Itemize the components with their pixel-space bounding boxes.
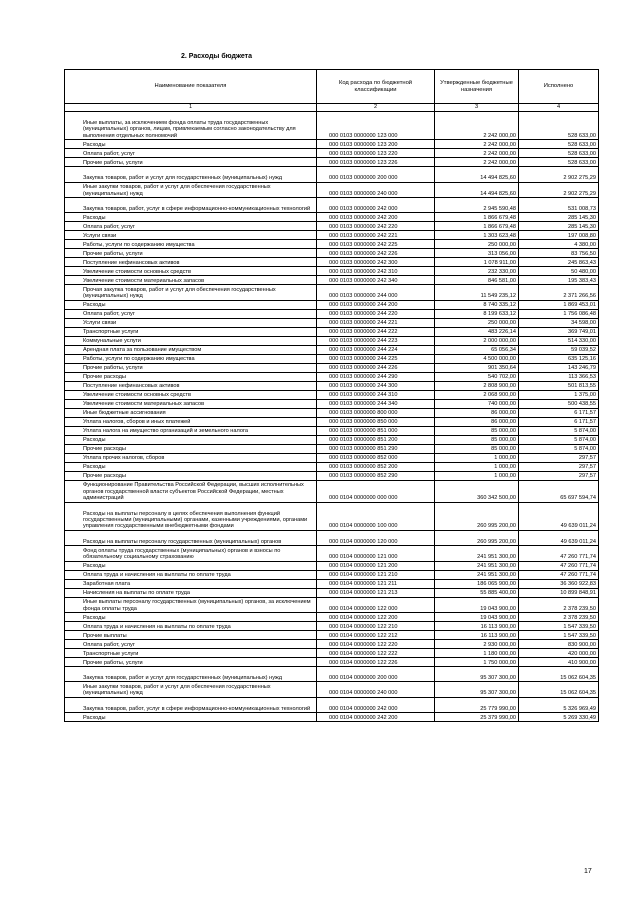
row-name: Функционирование Правительства Российской Федерации, высших исполнительных органов государственной власти субъектов Российской Федерации, местных администраций	[65, 480, 317, 502]
row-code: 000 0104 0000000 121 210	[317, 570, 435, 579]
row-code: 000 0103 0000000 242 300	[317, 258, 435, 267]
table-row	[65, 502, 599, 530]
table-row	[65, 417, 599, 426]
row-code: 000 0103 0000000 123 000	[317, 112, 435, 140]
row-code: 000 0103 0000000 852 290	[317, 471, 435, 480]
row-approved: 85 000,00	[435, 435, 519, 444]
table-row	[65, 381, 599, 390]
row-executed: 528 633,00	[519, 158, 599, 167]
row-executed: 297,57	[519, 462, 599, 471]
row-name: Расходы на выплаты персоналу в целях обеспечения выполнения функций государственными (муниципальными) органами, казенными учреждениями, органами управления государственными внебюджетными фондами	[65, 502, 317, 530]
row-executed: 47 260 771,74	[519, 561, 599, 570]
row-executed: 36 360 922,83	[519, 579, 599, 588]
row-name: Закупка товаров, работ, услуг в сфере информационно-коммуникационных технологий	[65, 197, 317, 212]
row-approved: 1 078 911,00	[435, 258, 519, 267]
section-title: 2. Расходы бюджета	[181, 53, 252, 60]
column-number: 1	[65, 104, 317, 112]
row-name: Расходы	[65, 435, 317, 444]
row-executed: 1 869 453,01	[519, 300, 599, 309]
row-code: 000 0103 0000000 244 290	[317, 372, 435, 381]
row-code: 000 0103 0000000 244 223	[317, 336, 435, 345]
table-row	[65, 453, 599, 462]
row-name: Оплата работ, услуг	[65, 149, 317, 158]
row-approved: 8 199 633,12	[435, 309, 519, 318]
row-approved: 95 307 300,00	[435, 666, 519, 681]
row-approved: 25 779 990,00	[435, 697, 519, 712]
row-approved: 2 945 590,48	[435, 197, 519, 212]
row-executed: 1 547 339,50	[519, 621, 599, 630]
table-row	[65, 597, 599, 612]
row-approved: 360 342 500,00	[435, 480, 519, 502]
header-expense-code: Код расхода по бюджетной классификации	[317, 70, 435, 104]
row-approved: 11 549 235,12	[435, 285, 519, 300]
row-name: Иные бюджетные ассигнования	[65, 408, 317, 417]
row-name: Иные закупки товаров, работ и услуг для обеспечения государственных (муниципальных) нужд	[65, 682, 317, 697]
row-executed: 83 756,50	[519, 249, 599, 258]
row-approved: 740 000,00	[435, 399, 519, 408]
row-code: 000 0103 0000000 244 221	[317, 318, 435, 327]
row-executed: 369 749,01	[519, 327, 599, 336]
row-approved: 540 702,00	[435, 372, 519, 381]
table-row	[65, 462, 599, 471]
row-approved: 250 000,00	[435, 240, 519, 249]
table-row	[65, 345, 599, 354]
row-executed: 285 145,30	[519, 222, 599, 231]
row-executed: 635 125,16	[519, 354, 599, 363]
table-row	[65, 390, 599, 399]
table-row	[65, 372, 599, 381]
table-row	[65, 309, 599, 318]
row-approved: 232 330,00	[435, 267, 519, 276]
row-name: Поступление нефинансовых активов	[65, 381, 317, 390]
row-code: 000 0103 0000000 200 000	[317, 167, 435, 182]
table-row	[65, 630, 599, 639]
row-code: 000 0103 0000000 244 222	[317, 327, 435, 336]
row-code: 000 0104 0000000 121 200	[317, 561, 435, 570]
row-name: Закупка товаров, работ и услуг для государственных (муниципальных) нужд	[65, 666, 317, 681]
table-row	[65, 258, 599, 267]
table-row	[65, 480, 599, 502]
row-code: 000 0103 0000000 244 000	[317, 285, 435, 300]
row-code: 000 0104 0000000 122 220	[317, 639, 435, 648]
table-row	[65, 249, 599, 258]
row-executed: 528 633,00	[519, 149, 599, 158]
column-number: 3	[435, 104, 519, 112]
row-name: Транспортные услуги	[65, 648, 317, 657]
row-name: Начисления на выплаты по оплате труда	[65, 588, 317, 597]
row-approved: 2 242 000,00	[435, 112, 519, 140]
row-approved: 313 056,00	[435, 249, 519, 258]
row-name: Увеличение стоимости основных средств	[65, 390, 317, 399]
row-executed: 528 633,00	[519, 140, 599, 149]
row-approved: 1 750 000,00	[435, 657, 519, 666]
row-executed: 49 639 011,24	[519, 530, 599, 545]
row-approved: 2 000 000,00	[435, 336, 519, 345]
row-executed: 5 874,00	[519, 435, 599, 444]
table-row	[65, 167, 599, 182]
row-approved: 241 951 300,00	[435, 570, 519, 579]
row-name: Закупка товаров, работ и услуг для государственных (муниципальных) нужд	[65, 167, 317, 182]
row-code: 000 0103 0000000 242 310	[317, 267, 435, 276]
row-code: 000 0103 0000000 244 340	[317, 399, 435, 408]
row-name: Заработная плата	[65, 579, 317, 588]
row-code: 000 0103 0000000 244 220	[317, 309, 435, 318]
row-executed: 50 480,00	[519, 267, 599, 276]
budget-expenses-table	[64, 69, 599, 722]
row-executed: 5 874,00	[519, 444, 599, 453]
row-name: Транспортные услуги	[65, 327, 317, 336]
row-code: 000 0103 0000000 240 000	[317, 182, 435, 197]
row-name: Расходы на выплаты персоналу государственных (муниципальных) органов	[65, 530, 317, 545]
row-code: 000 0103 0000000 123 200	[317, 140, 435, 149]
row-name: Уплата налогов, сборов и иных платежей	[65, 417, 317, 426]
row-approved: 260 995 200,00	[435, 502, 519, 530]
table-row	[65, 399, 599, 408]
row-executed: 5 326 969,49	[519, 697, 599, 712]
row-name: Иные закупки товаров, работ и услуг для обеспечения государственных (муниципальных) нужд	[65, 182, 317, 197]
row-executed: 1 547 339,50	[519, 630, 599, 639]
row-code: 000 0103 0000000 800 000	[317, 408, 435, 417]
row-approved: 85 000,00	[435, 426, 519, 435]
row-approved: 1 180 000,00	[435, 648, 519, 657]
row-approved: 16 113 900,00	[435, 630, 519, 639]
header-executed: Исполнено	[519, 70, 599, 104]
column-number: 2	[317, 104, 435, 112]
row-code: 000 0103 0000000 850 000	[317, 417, 435, 426]
row-executed: 34 598,00	[519, 318, 599, 327]
table-row	[65, 682, 599, 697]
table-row	[65, 546, 599, 561]
header-approved: Утвержденные бюджетные назначения	[435, 70, 519, 104]
table-row	[65, 639, 599, 648]
row-name: Увеличение стоимости материальных запасов	[65, 399, 317, 408]
row-code: 000 0103 0000000 244 224	[317, 345, 435, 354]
row-name: Прочие работы, услуги	[65, 657, 317, 666]
row-executed: 297,57	[519, 471, 599, 480]
table-row	[65, 285, 599, 300]
row-code: 000 0104 0000000 242 200	[317, 713, 435, 722]
row-executed: 49 639 011,24	[519, 502, 599, 530]
table-header-row	[65, 70, 599, 104]
row-code: 000 0103 0000000 244 310	[317, 390, 435, 399]
row-executed: 245 863,43	[519, 258, 599, 267]
row-code: 000 0103 0000000 852 200	[317, 462, 435, 471]
row-executed: 15 062 604,35	[519, 666, 599, 681]
row-approved: 1 866 679,48	[435, 213, 519, 222]
row-executed: 2 378 239,50	[519, 597, 599, 612]
row-code: 000 0104 0000000 121 213	[317, 588, 435, 597]
row-code: 000 0104 0000000 240 000	[317, 682, 435, 697]
row-code: 000 0104 0000000 122 226	[317, 657, 435, 666]
row-name: Прочие расходы	[65, 471, 317, 480]
row-name: Иные выплаты персоналу государственных (муниципальных) органов, за исключением фонда оплаты труда	[65, 597, 317, 612]
table-row	[65, 561, 599, 570]
table-row	[65, 426, 599, 435]
row-approved: 846 581,00	[435, 276, 519, 285]
row-code: 000 0103 0000000 851 200	[317, 435, 435, 444]
row-name: Расходы	[65, 140, 317, 149]
row-name: Увеличение стоимости основных средств	[65, 267, 317, 276]
row-executed: 197 008,80	[519, 231, 599, 240]
table-row	[65, 112, 599, 140]
row-executed: 297,57	[519, 453, 599, 462]
row-code: 000 0104 0000000 000 000	[317, 480, 435, 502]
row-code: 000 0103 0000000 244 226	[317, 363, 435, 372]
row-code: 000 0103 0000000 123 226	[317, 158, 435, 167]
row-name: Арендная плата за пользование имуществом	[65, 345, 317, 354]
header-indicator-name: Наименование показателя	[65, 70, 317, 104]
row-name: Расходы	[65, 462, 317, 471]
row-code: 000 0103 0000000 242 221	[317, 231, 435, 240]
row-approved: 65 056,34	[435, 345, 519, 354]
row-approved: 14 494 825,60	[435, 182, 519, 197]
row-executed: 4 380,00	[519, 240, 599, 249]
row-executed: 5 269 330,49	[519, 713, 599, 722]
row-name: Расходы	[65, 612, 317, 621]
row-name: Коммунальные услуги	[65, 336, 317, 345]
row-code: 000 0103 0000000 244 300	[317, 381, 435, 390]
table-row	[65, 471, 599, 480]
row-executed: 2 902 275,29	[519, 167, 599, 182]
row-code: 000 0103 0000000 242 225	[317, 240, 435, 249]
row-code: 000 0104 0000000 200 000	[317, 666, 435, 681]
row-executed: 6 171,57	[519, 417, 599, 426]
row-name: Иные выплаты, за исключением фонда оплаты труда государственных (муниципальных) органов, лицам, привлекаемым согласно законодательству для выполнения отдельных полномочий	[65, 112, 317, 140]
table-row	[65, 276, 599, 285]
row-executed: 5 874,00	[519, 426, 599, 435]
row-approved: 241 951 300,00	[435, 546, 519, 561]
row-code: 000 0104 0000000 122 210	[317, 621, 435, 630]
row-approved: 2 242 000,00	[435, 149, 519, 158]
table-row	[65, 612, 599, 621]
row-approved: 2 242 000,00	[435, 158, 519, 167]
table-row	[65, 697, 599, 712]
row-code: 000 0103 0000000 242 226	[317, 249, 435, 258]
row-approved: 85 000,00	[435, 444, 519, 453]
row-name: Увеличение стоимости материальных запасов	[65, 276, 317, 285]
row-approved: 1 866 679,48	[435, 222, 519, 231]
row-executed: 10 899 848,91	[519, 588, 599, 597]
row-name: Оплата работ, услуг	[65, 222, 317, 231]
row-executed: 500 438,55	[519, 399, 599, 408]
row-executed: 143 246,79	[519, 363, 599, 372]
row-approved: 901 350,64	[435, 363, 519, 372]
table-row	[65, 354, 599, 363]
row-code: 000 0103 0000000 242 000	[317, 197, 435, 212]
table-row	[65, 336, 599, 345]
row-executed: 6 171,57	[519, 408, 599, 417]
row-executed: 514 330,00	[519, 336, 599, 345]
row-executed: 47 260 771,74	[519, 570, 599, 579]
row-code: 000 0103 0000000 851 000	[317, 426, 435, 435]
column-number: 4	[519, 104, 599, 112]
row-executed: 420 000,00	[519, 648, 599, 657]
table-row	[65, 158, 599, 167]
row-approved: 250 000,00	[435, 318, 519, 327]
table-row	[65, 318, 599, 327]
table-row	[65, 222, 599, 231]
table-row	[65, 213, 599, 222]
row-code: 000 0104 0000000 122 212	[317, 630, 435, 639]
row-approved: 260 995 200,00	[435, 530, 519, 545]
row-approved: 55 885 400,00	[435, 588, 519, 597]
row-code: 000 0103 0000000 242 340	[317, 276, 435, 285]
row-name: Прочие расходы	[65, 372, 317, 381]
row-executed: 113 366,53	[519, 372, 599, 381]
row-name: Работы, услуги по содержанию имущества	[65, 354, 317, 363]
table-row	[65, 713, 599, 722]
row-name: Прочие расходы	[65, 444, 317, 453]
row-executed: 65 697 594,74	[519, 480, 599, 502]
row-approved: 2 242 000,00	[435, 140, 519, 149]
row-executed: 2 378 239,50	[519, 612, 599, 621]
row-approved: 14 494 825,60	[435, 167, 519, 182]
row-name: Прочие работы, услуги	[65, 363, 317, 372]
row-name: Уплата прочих налогов, сборов	[65, 453, 317, 462]
table-row	[65, 197, 599, 212]
row-approved: 4 500 000,00	[435, 354, 519, 363]
row-name: Оплата работ, услуг	[65, 639, 317, 648]
table-row	[65, 666, 599, 681]
row-code: 000 0104 0000000 120 000	[317, 530, 435, 545]
table-row	[65, 408, 599, 417]
table-row	[65, 231, 599, 240]
table-row	[65, 327, 599, 336]
row-name: Расходы	[65, 213, 317, 222]
row-code: 000 0103 0000000 123 220	[317, 149, 435, 158]
row-name: Расходы	[65, 713, 317, 722]
table-row	[65, 530, 599, 545]
row-code: 000 0104 0000000 122 222	[317, 648, 435, 657]
row-code: 000 0104 0000000 242 000	[317, 697, 435, 712]
row-executed: 531 008,73	[519, 197, 599, 212]
row-executed: 2 371 266,56	[519, 285, 599, 300]
row-name: Прочая закупка товаров, работ и услуг для обеспечения государственных (муниципальных) нужд	[65, 285, 317, 300]
row-executed: 47 260 771,74	[519, 546, 599, 561]
row-approved: 2 808 900,00	[435, 381, 519, 390]
row-name: Оплата работ, услуг	[65, 309, 317, 318]
row-approved: 186 065 900,00	[435, 579, 519, 588]
row-approved: 2 068 900,00	[435, 390, 519, 399]
row-name: Оплата труда и начисления на выплаты по оплате труда	[65, 570, 317, 579]
row-executed: 2 902 275,29	[519, 182, 599, 197]
row-code: 000 0103 0000000 851 290	[317, 444, 435, 453]
table-row	[65, 300, 599, 309]
row-code: 000 0103 0000000 852 000	[317, 453, 435, 462]
row-executed: 528 633,00	[519, 112, 599, 140]
row-name: Поступление нефинансовых активов	[65, 258, 317, 267]
row-approved: 8 740 335,12	[435, 300, 519, 309]
row-code: 000 0104 0000000 121 000	[317, 546, 435, 561]
row-code: 000 0104 0000000 100 000	[317, 502, 435, 530]
row-code: 000 0103 0000000 244 200	[317, 300, 435, 309]
row-code: 000 0103 0000000 242 200	[317, 213, 435, 222]
row-executed: 1 756 086,48	[519, 309, 599, 318]
row-name: Работы, услуги по содержанию имущества	[65, 240, 317, 249]
row-name: Фонд оплаты труда государственных (муниципальных) органов и взносы по обязательному социальному страхованию	[65, 546, 317, 561]
column-number-row	[65, 104, 599, 112]
row-approved: 86 000,00	[435, 408, 519, 417]
row-executed: 285 145,30	[519, 213, 599, 222]
table-row	[65, 648, 599, 657]
table-row	[65, 579, 599, 588]
row-code: 000 0104 0000000 122 000	[317, 597, 435, 612]
row-name: Оплата труда и начисления на выплаты по оплате труда	[65, 621, 317, 630]
row-approved: 1 303 623,48	[435, 231, 519, 240]
table-row	[65, 444, 599, 453]
row-approved: 1 000,00	[435, 471, 519, 480]
table-row	[65, 435, 599, 444]
row-executed: 830 900,00	[519, 639, 599, 648]
table-row	[65, 657, 599, 666]
row-approved: 19 043 900,00	[435, 612, 519, 621]
table-row	[65, 240, 599, 249]
row-approved: 1 000,00	[435, 462, 519, 471]
row-approved: 95 307 300,00	[435, 682, 519, 697]
row-code: 000 0103 0000000 242 220	[317, 222, 435, 231]
page-number: 17	[584, 868, 592, 875]
row-approved: 1 000,00	[435, 453, 519, 462]
row-executed: 410 900,00	[519, 657, 599, 666]
table-row	[65, 570, 599, 579]
table-row	[65, 267, 599, 276]
row-name: Прочие работы, услуги	[65, 158, 317, 167]
row-executed: 15 062 604,35	[519, 682, 599, 697]
row-executed: 195 383,43	[519, 276, 599, 285]
row-name: Расходы	[65, 300, 317, 309]
table-row	[65, 588, 599, 597]
table-row	[65, 621, 599, 630]
row-code: 000 0103 0000000 244 225	[317, 354, 435, 363]
table-row	[65, 149, 599, 158]
row-name: Услуги связи	[65, 231, 317, 240]
row-approved: 2 930 000,00	[435, 639, 519, 648]
row-executed: 1 375,00	[519, 390, 599, 399]
row-name: Расходы	[65, 561, 317, 570]
table-row	[65, 182, 599, 197]
row-name: Прочие выплаты	[65, 630, 317, 639]
row-code: 000 0104 0000000 122 200	[317, 612, 435, 621]
row-approved: 25 379 990,00	[435, 713, 519, 722]
row-executed: 59 039,52	[519, 345, 599, 354]
row-name: Услуги связи	[65, 318, 317, 327]
row-executed: 501 813,55	[519, 381, 599, 390]
row-approved: 241 951 300,00	[435, 561, 519, 570]
row-approved: 483 226,14	[435, 327, 519, 336]
row-code: 000 0104 0000000 121 211	[317, 579, 435, 588]
row-name: Прочие работы, услуги	[65, 249, 317, 258]
row-approved: 86 000,00	[435, 417, 519, 426]
row-approved: 16 113 900,00	[435, 621, 519, 630]
table-row	[65, 140, 599, 149]
row-name: Закупка товаров, работ, услуг в сфере информационно-коммуникационных технологий	[65, 697, 317, 712]
table-row	[65, 363, 599, 372]
row-name: Уплата налога на имущество организаций и земельного налога	[65, 426, 317, 435]
row-approved: 19 043 900,00	[435, 597, 519, 612]
